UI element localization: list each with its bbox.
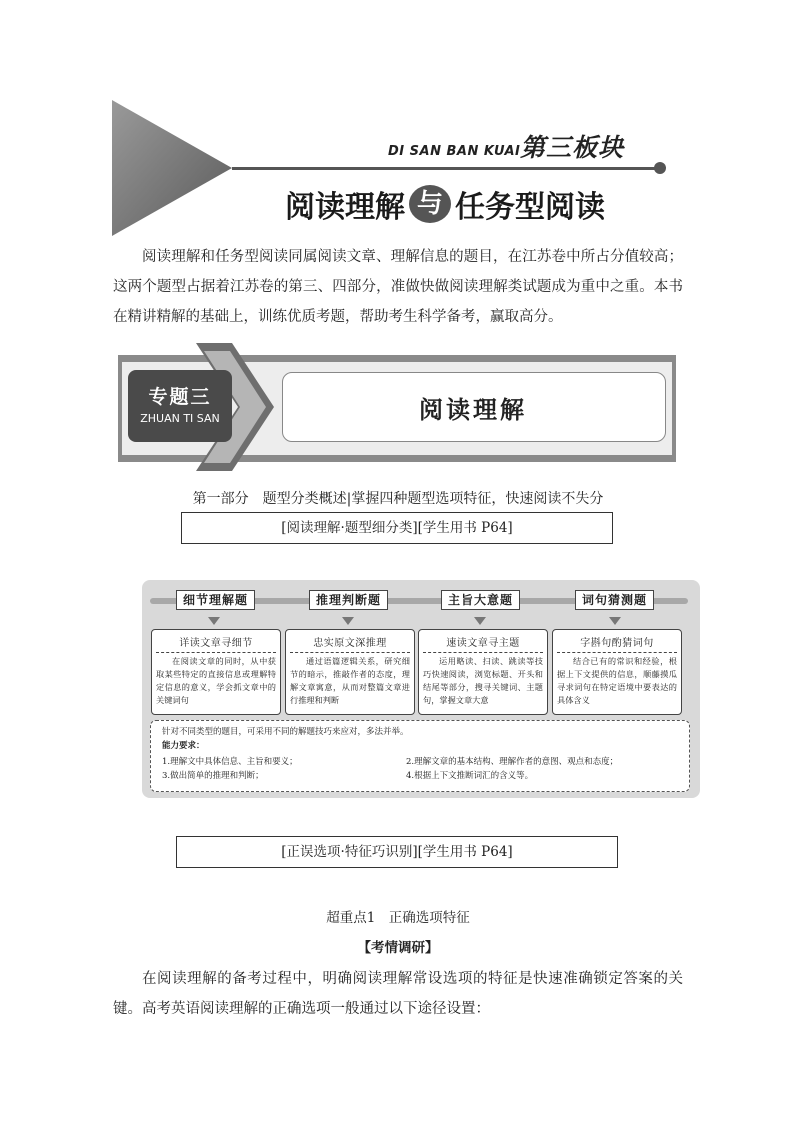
card-title: 字斟句酌猜词句 (580, 638, 654, 649)
card-title: 速读文章寻主题 (446, 638, 520, 649)
card-text: 结合已有的常识和经验，根据上下文提供的信息，顺藤摸瓜寻求词句在特定语境中要表达的具体含义 (557, 656, 677, 705)
card-text: 在阅读文章的同时，从中获取某些特定的直接信息或理解特定信息的意义，学会抓文章中的关键词句 (156, 656, 276, 705)
section-box-2: [正误选项·特征巧识别][学生用书 P64] (176, 836, 618, 868)
banner-rule (232, 167, 660, 170)
card-detail (151, 629, 281, 715)
arrow-down-icon (208, 617, 220, 625)
ability-item: 3.做出简单的推理和判断； (162, 771, 264, 781)
section-title-left: 阅读理解 (285, 190, 405, 225)
section-title-connector: 与 (409, 185, 451, 223)
research-title: 【考情调研】 (357, 940, 439, 956)
topic-label: 专题三 (148, 386, 212, 408)
card-text: 通过语篇逻辑关系，研究细节的暗示，推敲作者的态度，理解文章寓意，从而对整篇文章进行推理和判断 (290, 656, 410, 705)
point-title: 超重点1 正确选项特征 (326, 910, 470, 926)
topic-name: 阅读理解 (419, 396, 527, 424)
card-title: 详读文章寻细节 (179, 638, 253, 649)
card-divider (156, 652, 276, 653)
section-pinyin: DI SAN BAN KUAI (388, 144, 521, 159)
card-main-idea (418, 629, 548, 715)
arrow-down-icon (609, 617, 621, 625)
arrow-down-icon (342, 617, 354, 625)
topic-pinyin: ZHUAN TI SAN (140, 412, 220, 425)
card-word-guess (552, 629, 682, 715)
card-divider (290, 652, 410, 653)
arrow-down-icon (474, 617, 486, 625)
banner-triangle (112, 100, 232, 236)
ability-item: 2.理解文章的基本结构、理解作者的意图、观点和态度； (406, 757, 619, 767)
card-text: 运用略读、扫读、跳读等技巧快速阅读，浏览标题、开头和结尾等部分，搜寻关键词、主题句，掌握文章大意 (423, 656, 543, 705)
part-title: 第一部分 题型分类概述|掌握四种题型选项特征，快速阅读不失分 (192, 491, 604, 507)
section-block-title: 第三板块 (520, 133, 625, 162)
ability-title: 能力要求： (162, 741, 205, 751)
banner-dot (654, 162, 666, 174)
tag-main-idea: 主旨大意题 (441, 590, 520, 610)
tag-word-guess: 词句猜测题 (575, 590, 654, 610)
section-box-1: [阅读理解·题型细分类][学生用书 P64] (181, 512, 613, 544)
intro-paragraph: 阅读理解和任务型阅读同属阅读文章、理解信息的题目，在江苏卷中所占分值较高；这两个题型占据着江苏卷的第三、四部分，准做快做阅读理解类试题成为重中之重。本书在精讲精解的基础上，训练优质考题，帮助考生科学备考，赢取高分。 (113, 249, 683, 325)
body-paragraph: 在阅读理解的备考过程中，明确阅读理解常设选项的特征是快速准确锁定答案的关键。高考英语阅读理解的正确选项一般通过以下途径设置： (113, 971, 683, 1017)
ability-item: 1.理解文中具体信息、主旨和要义； (162, 757, 298, 767)
card-title: 忠实原文深推理 (313, 638, 387, 649)
ability-item: 4.根据上下文推断词汇的含义等。 (406, 771, 534, 781)
tag-detail: 细节理解题 (176, 590, 255, 610)
section-title-right: 任务型阅读 (455, 190, 605, 225)
diagram-summary: 针对不同类型的题目，可采用不同的解题技巧来应对，多法并举。 (162, 727, 409, 737)
section-title (285, 182, 605, 226)
tag-inference: 推理判断题 (309, 590, 388, 610)
card-divider (423, 652, 543, 653)
card-divider (557, 652, 677, 653)
card-inference (285, 629, 415, 715)
